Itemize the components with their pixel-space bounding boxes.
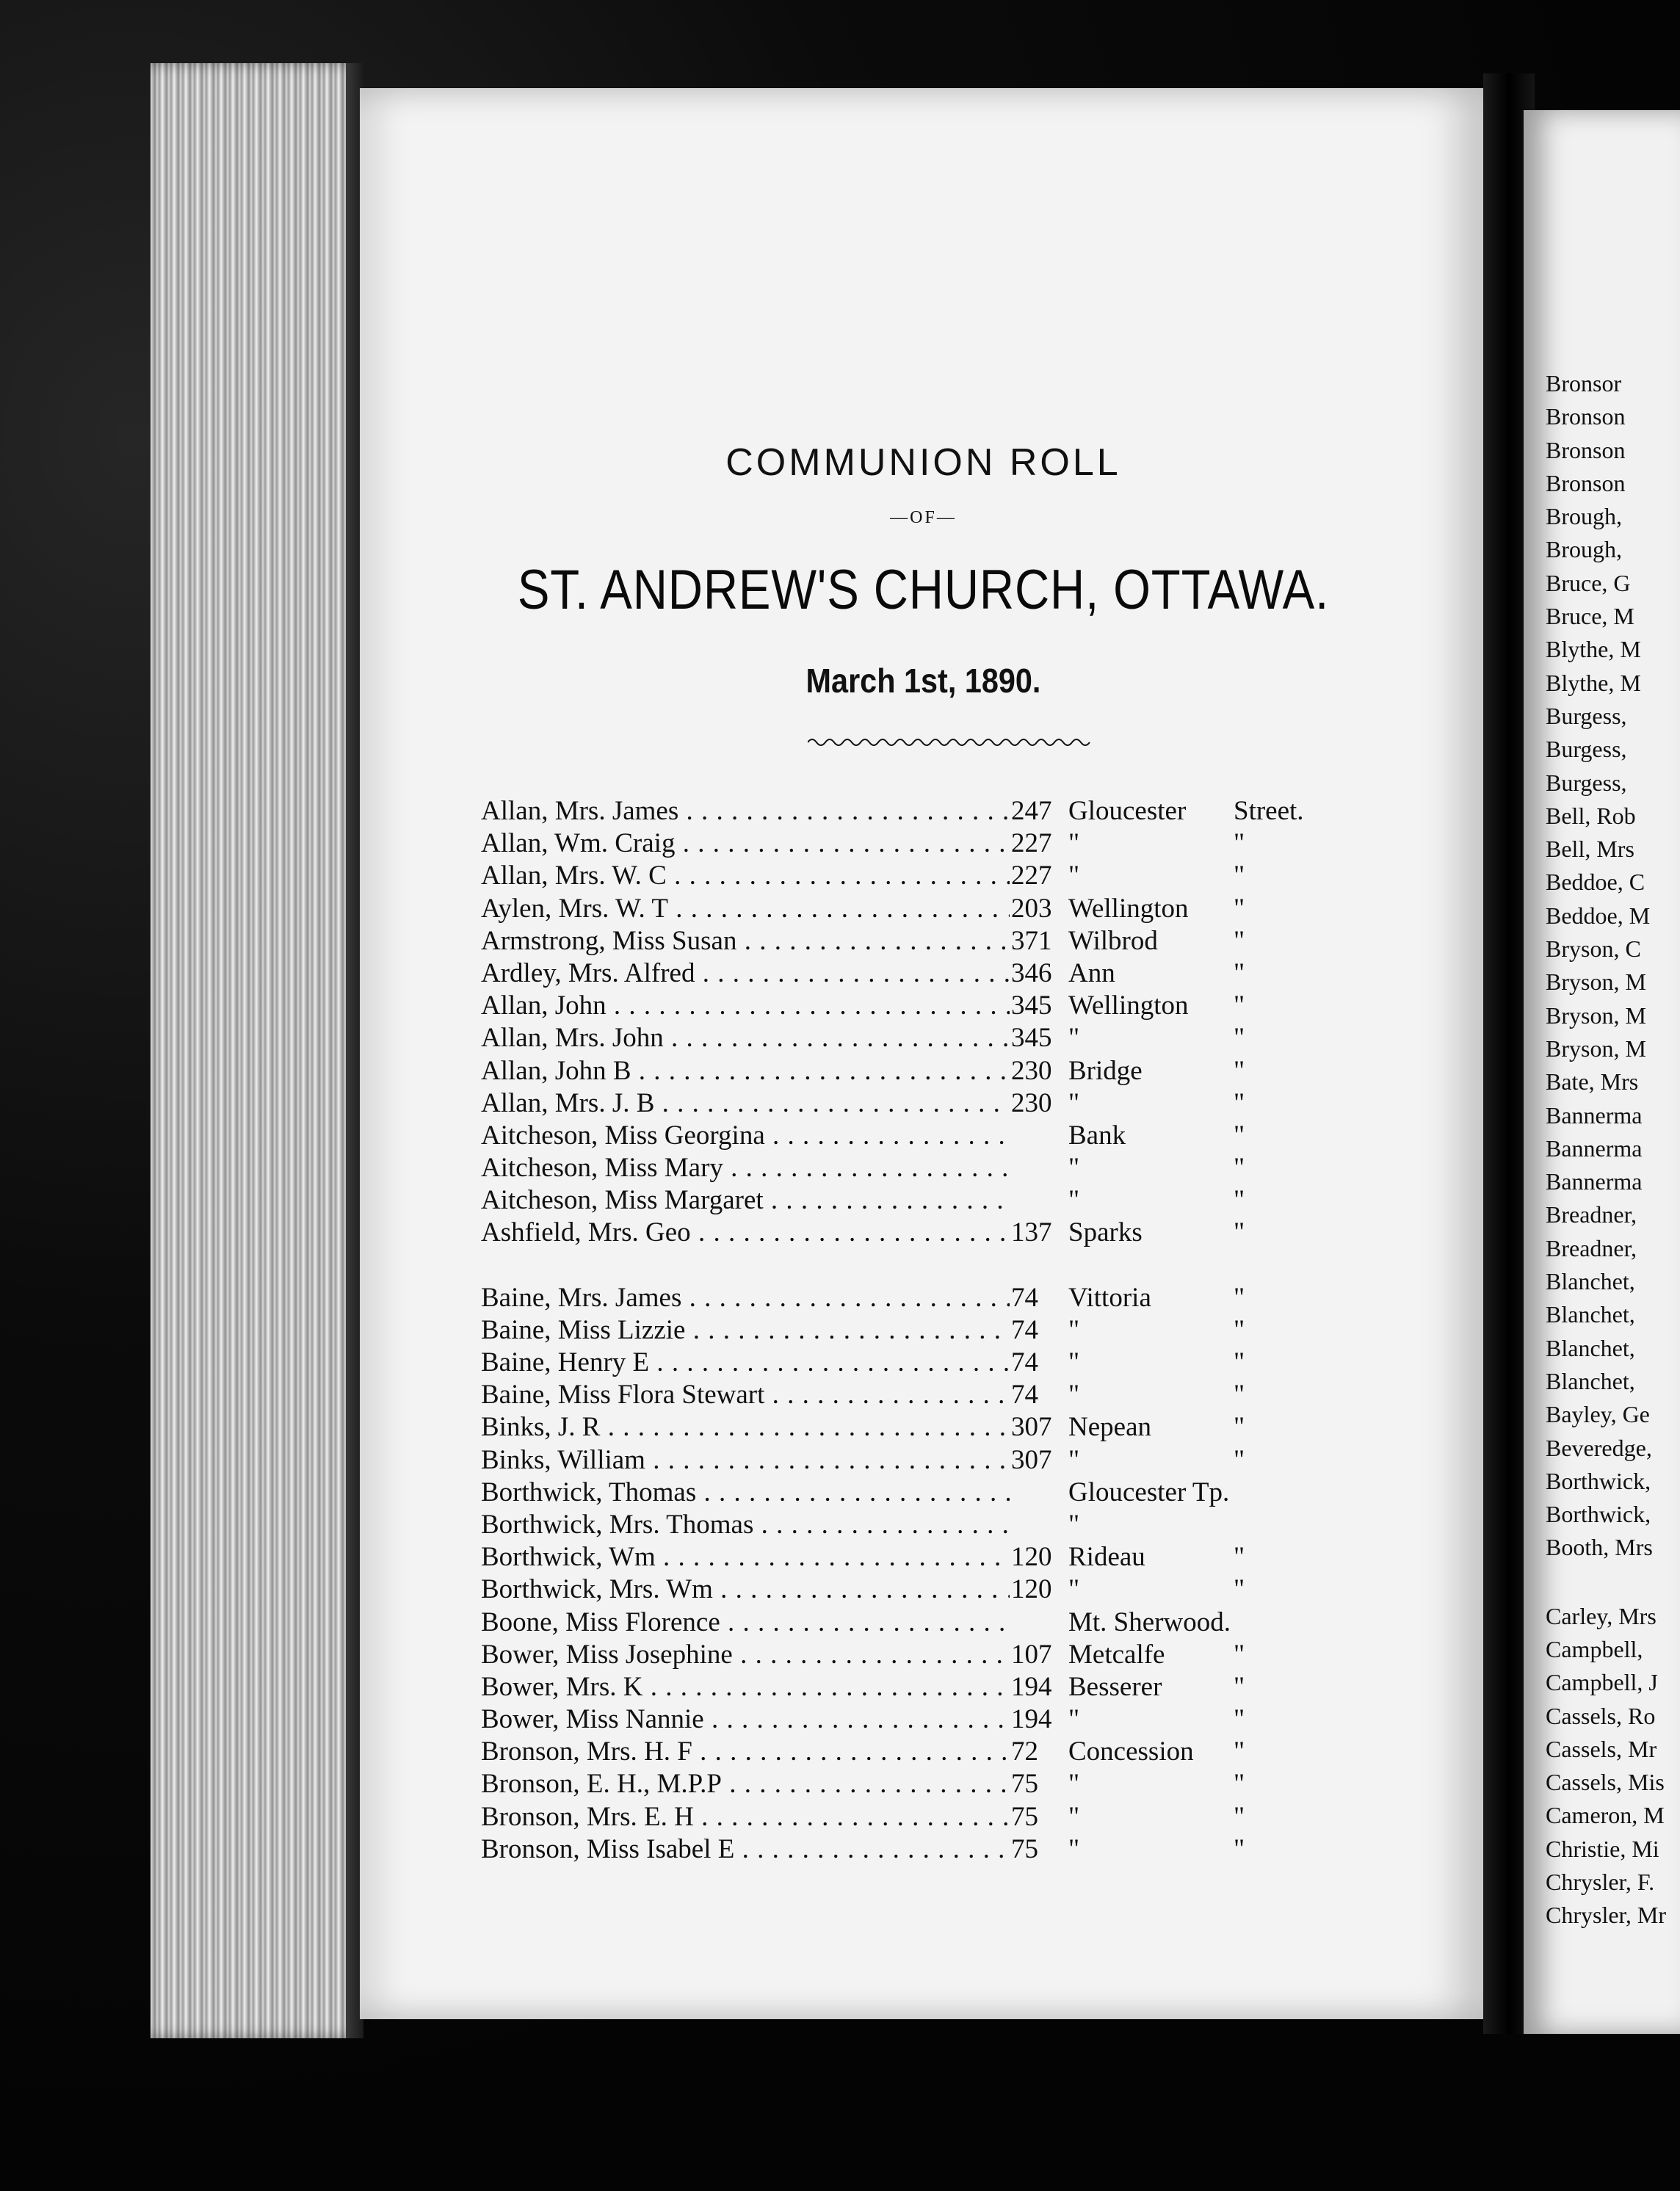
entry-name: Allan, Mrs. W. C . . .	[481, 860, 1010, 892]
entry-name: Ardley, Mrs. Alfred . . .	[481, 957, 1010, 990]
entry-suffix: "	[1234, 1185, 1245, 1216]
roll-entry	[481, 1833, 1362, 1866]
wavy-divider	[808, 734, 1094, 750]
entry-number: 194	[1011, 1704, 1052, 1735]
facing-page-line: Beveredge,	[1546, 1434, 1652, 1461]
entry-street: Besserer	[1068, 1671, 1162, 1702]
entry-name: Aitcheson, Miss Mary . . .	[481, 1152, 1010, 1184]
entry-name: Baine, Miss Flora Stewart . . .	[481, 1379, 1010, 1411]
entry-street: "	[1068, 1023, 1080, 1054]
page-title: COMMUNION ROLL	[725, 441, 1121, 484]
entry-number: 227	[1011, 861, 1052, 891]
entry-street: Wellington	[1068, 893, 1189, 924]
facing-page-line: Bayley, Ge	[1546, 1401, 1650, 1428]
entry-street: "	[1068, 828, 1080, 859]
entry-suffix: "	[1234, 1412, 1245, 1443]
facing-page	[1524, 110, 1680, 2034]
section-gap	[481, 1250, 1362, 1282]
facing-page-line: Bannerma	[1546, 1168, 1643, 1195]
facing-page-line: Brough,	[1546, 503, 1622, 530]
roll-entry	[481, 1087, 1362, 1120]
entry-number: 74	[1011, 1282, 1038, 1313]
roll-entry	[481, 1477, 1362, 1509]
entry-street: Concession	[1068, 1736, 1194, 1767]
book-page-edges	[151, 63, 363, 2038]
entry-name: Armstrong, Miss Susan . . .	[481, 925, 1010, 957]
entry-suffix: "	[1234, 1347, 1245, 1377]
roll-entry	[481, 1444, 1362, 1477]
roll-entry	[481, 1801, 1362, 1833]
roll-entry	[481, 1573, 1362, 1606]
entry-street: Mt. Sherwood.	[1068, 1607, 1231, 1637]
entry-suffix: "	[1234, 1120, 1245, 1151]
facing-page-line: Blythe, M	[1546, 636, 1641, 663]
entry-number: 230	[1011, 1055, 1052, 1086]
roll-entry	[481, 827, 1362, 860]
entry-name: Ashfield, Mrs. Geo . . .	[481, 1217, 1010, 1249]
facing-page-line: Burgess,	[1546, 736, 1627, 763]
entry-number: 75	[1011, 1801, 1038, 1832]
entry-name: Bronson, E. H., M.P.P . . .	[481, 1768, 1010, 1800]
facing-page-line: Christie, Mi	[1546, 1835, 1659, 1862]
entry-street: "	[1068, 1704, 1080, 1735]
entry-street: "	[1068, 861, 1080, 891]
entry-street: "	[1068, 1314, 1080, 1345]
facing-page-list	[1546, 367, 1680, 1933]
roll-entry	[481, 1282, 1362, 1314]
roll-entry	[481, 1184, 1362, 1217]
roll-entry	[481, 1736, 1362, 1768]
roll-entry	[481, 1703, 1362, 1736]
facing-page-line: Chrysler, F.	[1546, 1869, 1655, 1896]
entry-suffix: "	[1234, 828, 1245, 859]
entry-name: Bower, Miss Josephine . . .	[481, 1639, 1010, 1671]
facing-page-line: Bronson	[1546, 403, 1626, 430]
entry-name: Borthwick, Mrs. Wm . . .	[481, 1573, 1010, 1606]
facing-page-line: Borthwick,	[1546, 1501, 1651, 1528]
entry-number: 74	[1011, 1347, 1038, 1377]
entry-street: Bridge	[1068, 1055, 1143, 1086]
entry-suffix: "	[1234, 1217, 1245, 1248]
entry-number: 346	[1011, 957, 1052, 988]
roll-entry	[481, 1055, 1362, 1087]
entry-street: "	[1068, 1833, 1080, 1864]
roll-entry	[481, 1120, 1362, 1152]
facing-page-line: Bronson	[1546, 469, 1626, 496]
entry-street: "	[1068, 1347, 1080, 1377]
facing-page-line: Bronson	[1546, 436, 1626, 463]
facing-page-line: Cassels, Mr	[1546, 1735, 1657, 1762]
entry-suffix: "	[1234, 1671, 1245, 1702]
roll-entry	[481, 1671, 1362, 1703]
facing-page-line: Blanchet,	[1546, 1301, 1635, 1328]
roll-entry	[481, 1411, 1362, 1444]
facing-page-line: Bannerma	[1546, 1101, 1643, 1129]
roll-entry	[481, 893, 1362, 925]
entry-suffix: "	[1234, 991, 1245, 1021]
facing-page-line: Booth, Mrs	[1546, 1534, 1653, 1561]
entry-name: Aylen, Mrs. W. T . . .	[481, 893, 1010, 925]
entry-street: Wellington	[1068, 991, 1189, 1021]
roll-entry	[481, 1768, 1362, 1800]
facing-page-line: Campbell,	[1546, 1635, 1643, 1662]
entry-suffix: "	[1234, 1639, 1245, 1670]
roll-entry	[481, 1607, 1362, 1639]
entry-number: 203	[1011, 893, 1052, 924]
entry-number: 74	[1011, 1314, 1038, 1345]
facing-page-line: Breadner,	[1546, 1234, 1637, 1261]
entry-name: Allan, Mrs. J. B . . .	[481, 1087, 1010, 1120]
entry-street: Sparks	[1068, 1217, 1143, 1248]
entry-street: "	[1068, 1087, 1080, 1118]
facing-page-line: Cassels, Ro	[1546, 1702, 1656, 1729]
entry-name: Borthwick, Mrs. Thomas . . .	[481, 1509, 1010, 1541]
entry-street: "	[1068, 1185, 1080, 1216]
roll-entry	[481, 990, 1362, 1022]
facing-page-line: Cassels, Mis	[1546, 1769, 1665, 1796]
entry-suffix: "	[1234, 1380, 1245, 1410]
entry-number: 137	[1011, 1217, 1052, 1248]
entry-street: Bank	[1068, 1120, 1126, 1151]
facing-page-line: Bruce, M	[1546, 603, 1634, 630]
entry-name: Allan, Mrs. James . . .	[481, 795, 1010, 827]
facing-page-line: Bryson, M	[1546, 1035, 1646, 1062]
entry-name: Allan, Wm. Craig . . .	[481, 827, 1010, 860]
entry-name: Borthwick, Wm . . .	[481, 1541, 1010, 1573]
entry-name: Bower, Miss Nannie . . .	[481, 1703, 1010, 1736]
entry-number: 75	[1011, 1769, 1038, 1800]
entry-name: Aitcheson, Miss Margaret . . .	[481, 1184, 1010, 1217]
roll-entry	[481, 1217, 1362, 1249]
facing-page-line: Bryson, M	[1546, 1002, 1646, 1029]
entry-name: Binks, J. R . . .	[481, 1411, 1010, 1444]
entry-name: Baine, Henry E . . .	[481, 1347, 1010, 1379]
entry-street: "	[1068, 1574, 1080, 1605]
entry-number: 345	[1011, 1023, 1052, 1054]
title-of: —OF—	[890, 508, 957, 527]
entry-street: "	[1068, 1801, 1080, 1832]
entry-name: Allan, Mrs. John . . .	[481, 1022, 1010, 1054]
facing-page-line: Bryson, C	[1546, 935, 1641, 963]
communion-roll-list	[481, 795, 1362, 1866]
facing-page-line: Blanchet,	[1546, 1334, 1635, 1361]
entry-suffix: "	[1234, 1444, 1245, 1475]
roll-entry	[481, 957, 1362, 990]
entry-street: Nepean	[1068, 1412, 1151, 1443]
roll-entry	[481, 1639, 1362, 1671]
roll-entry	[481, 1022, 1362, 1054]
facing-page-line: Bate, Mrs	[1546, 1068, 1639, 1096]
entry-number: 227	[1011, 828, 1052, 859]
facing-page-line: Bannerma	[1546, 1134, 1643, 1162]
entry-name: Bronson, Miss Isabel E . . .	[481, 1833, 1010, 1866]
entry-street: Rideau	[1068, 1542, 1145, 1573]
entry-suffix: Street.	[1234, 796, 1304, 826]
entry-name: Bower, Mrs. K . . .	[481, 1671, 1010, 1703]
roll-entry	[481, 925, 1362, 957]
entry-name: Boone, Miss Florence . . .	[481, 1607, 1010, 1639]
entry-street: "	[1068, 1380, 1080, 1410]
facing-page-line: Bryson, M	[1546, 968, 1646, 996]
entry-street: Gloucester	[1068, 796, 1187, 826]
facing-page-line: Bell, Mrs	[1546, 836, 1634, 863]
entry-name: Allan, John B . . .	[481, 1055, 1010, 1087]
entry-suffix: "	[1234, 1153, 1245, 1184]
entry-number: 371	[1011, 925, 1052, 956]
entry-name: Baine, Mrs. James . . .	[481, 1282, 1010, 1314]
entry-number: 107	[1011, 1639, 1052, 1670]
entry-name: Bronson, Mrs. E. H . . .	[481, 1801, 1010, 1833]
entry-suffix: "	[1234, 925, 1245, 956]
entry-number: 230	[1011, 1087, 1052, 1118]
facing-page-line: Beddoe, M	[1546, 902, 1651, 929]
entry-number: 120	[1011, 1542, 1052, 1573]
entry-suffix: "	[1234, 1736, 1245, 1767]
facing-page-line: Bruce, G	[1546, 569, 1631, 596]
facing-page-gap	[1546, 1565, 1680, 1600]
entry-name: Allan, John . . .	[481, 990, 1010, 1022]
entry-name: Baine, Miss Lizzie . . .	[481, 1314, 1010, 1347]
roll-entry	[481, 795, 1362, 827]
facing-page-line: Burgess,	[1546, 702, 1627, 729]
entry-suffix: "	[1234, 1833, 1245, 1864]
facing-page-line: Burgess,	[1546, 769, 1627, 796]
roll-date: March 1st, 1890.	[805, 662, 1041, 700]
entry-name: Aitcheson, Miss Georgina . . .	[481, 1120, 1010, 1152]
entry-number: 120	[1011, 1574, 1052, 1605]
facing-page-line: Blanchet,	[1546, 1268, 1635, 1295]
entry-number: 247	[1011, 796, 1052, 826]
church-name: ST. ANDREW'S CHURCH, OTTAWA.	[517, 559, 1330, 621]
entry-number: 72	[1011, 1736, 1038, 1767]
entry-street: Wilbrod	[1068, 925, 1158, 956]
entry-suffix: "	[1234, 1314, 1245, 1345]
roll-entry	[481, 1152, 1362, 1184]
entry-suffix: "	[1234, 1704, 1245, 1735]
facing-page-line: Cameron, M	[1546, 1802, 1665, 1829]
entry-suffix: "	[1234, 957, 1245, 988]
entry-street: "	[1068, 1153, 1080, 1184]
entry-number: 307	[1011, 1412, 1052, 1443]
roll-entry	[481, 1541, 1362, 1573]
facing-page-line: Blythe, M	[1546, 669, 1641, 696]
entry-number: 345	[1011, 991, 1052, 1021]
entry-name: Bronson, Mrs. H. F . . .	[481, 1736, 1010, 1768]
facing-page-line: Blanchet,	[1546, 1367, 1635, 1394]
facing-page-line: Brough,	[1546, 536, 1622, 563]
entry-street: Gloucester Tp.	[1068, 1477, 1230, 1507]
entry-street: "	[1068, 1509, 1080, 1540]
entry-street: Vittoria	[1068, 1282, 1151, 1313]
entry-suffix: "	[1234, 1574, 1245, 1605]
entry-suffix: "	[1234, 1282, 1245, 1313]
facing-page-line: Carley, Mrs	[1546, 1602, 1657, 1629]
entry-suffix: "	[1234, 1023, 1245, 1054]
entry-suffix: "	[1234, 1055, 1245, 1086]
roll-entry	[481, 860, 1362, 892]
entry-suffix: "	[1234, 893, 1245, 924]
roll-entry	[481, 1347, 1362, 1379]
facing-page-line: Campbell, J	[1546, 1669, 1658, 1696]
entry-street: Ann	[1068, 957, 1115, 988]
facing-page-line: Breadner,	[1546, 1201, 1637, 1228]
entry-street: "	[1068, 1444, 1080, 1475]
entry-suffix: "	[1234, 1542, 1245, 1573]
facing-page-line: Bronsor	[1546, 370, 1622, 396]
entry-suffix: "	[1234, 1801, 1245, 1832]
facing-page-line: Beddoe, C	[1546, 869, 1645, 896]
facing-page-line: Chrysler, Mr	[1546, 1902, 1667, 1929]
entry-number: 307	[1011, 1444, 1052, 1475]
roll-entry	[481, 1379, 1362, 1411]
roll-entry	[481, 1509, 1362, 1541]
entry-number: 194	[1011, 1671, 1052, 1702]
entry-street: "	[1068, 1769, 1080, 1800]
roll-entry	[481, 1314, 1362, 1347]
entry-street: Metcalfe	[1068, 1639, 1165, 1670]
entry-number: 75	[1011, 1833, 1038, 1864]
entry-suffix: "	[1234, 861, 1245, 891]
facing-page-line: Bell, Rob	[1546, 802, 1636, 829]
facing-page-line: Borthwick,	[1546, 1467, 1651, 1494]
entry-number: 74	[1011, 1380, 1038, 1410]
entry-suffix: "	[1234, 1087, 1245, 1118]
entry-name: Borthwick, Thomas . . .	[481, 1477, 1010, 1509]
entry-suffix: "	[1234, 1769, 1245, 1800]
entry-name: Binks, William . . .	[481, 1444, 1010, 1477]
